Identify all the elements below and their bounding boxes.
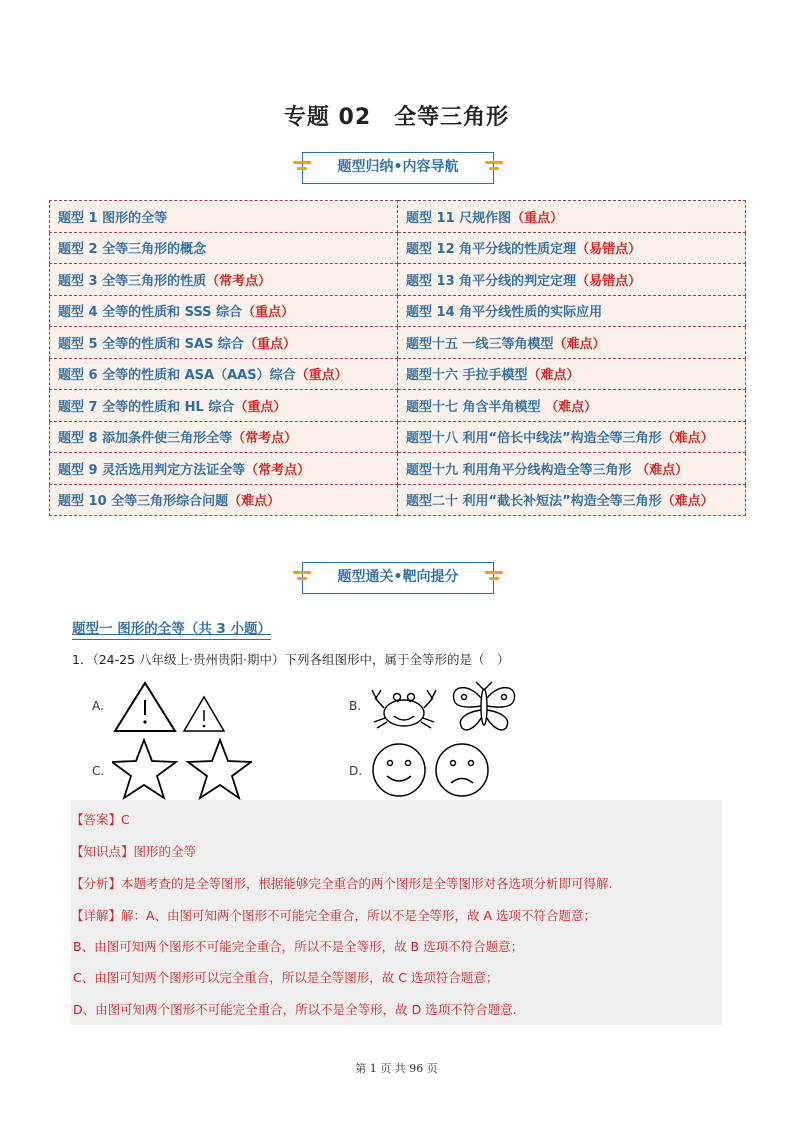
nav-topic-cell[interactable]	[398, 327, 746, 359]
nav-topic-label: 题型十八 利用“倍长中线法”构造全等三角形	[406, 431, 662, 447]
nav-banner-label: 题型归纳•内容导航	[337, 159, 459, 175]
nav-topic-cell[interactable]	[50, 358, 398, 390]
nav-topic-label: 题型 7 全等的性质和 HL 综合	[58, 399, 235, 415]
nav-topic-label: 题型 10 全等三角形综合问题	[58, 494, 229, 510]
nav-topic-cell[interactable]	[398, 232, 746, 264]
answer-line: 【答案】C	[71, 812, 130, 827]
nav-topic-tag: （难点）	[636, 462, 689, 478]
nav-topic-tag: （易错点）	[576, 242, 642, 258]
nav-topic-cell[interactable]	[398, 484, 746, 516]
page-title: 专题 02 全等三角形	[283, 105, 510, 130]
nav-topic-tag: （重点）	[511, 210, 564, 226]
nav-topic-tag: （易错点）	[576, 273, 642, 289]
option-d-figure	[370, 742, 494, 800]
nav-topic-tag: （难点）	[527, 368, 580, 384]
nav-topic-label: 题型 13 角平分线的判定定理	[406, 273, 577, 289]
nav-topic-tag: （重点）	[243, 336, 296, 352]
nav-topic-label: 题型 4 全等的性质和 SSS 综合	[58, 305, 243, 321]
detail-line-d: D、由图可知两个图形不可能完全重合，所以不是全等形，故 D 选项不符合题意.	[73, 1002, 517, 1017]
nav-topic-cell[interactable]	[50, 390, 398, 422]
option-a-label: A.	[92, 699, 104, 713]
nav-topic-tag: （难点）	[545, 399, 598, 415]
nav-topic-cell[interactable]	[50, 453, 398, 485]
nav-topic-tag: （重点）	[242, 305, 295, 321]
nav-topic-label: 题型 11 尺规作图	[406, 210, 512, 226]
star-shape-2	[188, 740, 251, 798]
nav-row	[50, 232, 746, 264]
option-a-figure	[112, 680, 227, 734]
option-c-label: C.	[92, 764, 105, 778]
option-b-figure	[368, 680, 520, 734]
crab-drawing	[372, 690, 436, 728]
nav-topic-cell[interactable]	[50, 327, 398, 359]
nav-topic-label: 题型二十 利用“截长补短法”构造全等三角形	[406, 494, 662, 510]
page-footer: 第 1 页 共 96 页	[355, 1062, 438, 1075]
nav-row	[50, 453, 746, 485]
nav-topic-cell[interactable]	[50, 232, 398, 264]
nav-topic-label: 题型 14 角平分线性质的实际应用	[406, 305, 603, 321]
nav-row	[50, 421, 746, 453]
nav-topic-cell[interactable]	[398, 201, 746, 233]
nav-topic-cell[interactable]	[398, 421, 746, 453]
nav-topic-cell[interactable]	[398, 358, 746, 390]
nav-topic-label: 题型 12 角平分线的性质定理	[406, 242, 577, 258]
question-1: 1．（24-25 八年级上·贵州贵阳·期中）下列各组图形中，属于全等形的是（ ）	[72, 652, 510, 667]
nav-topic-label: 题型 9 灵活选用判定方法证全等	[58, 462, 246, 478]
detail-line-a: 【详解】解：A、由图可知两个图形不可能完全重合，所以不是全等形，故 A 选项不符合题意；	[71, 908, 597, 923]
nav-topic-label: 题型十七 角含半角模型	[406, 399, 546, 415]
nav-topic-label: 题型 6 全等的性质和 ASA（AAS）综合	[58, 368, 296, 384]
nav-topic-tag: （常考点）	[206, 273, 272, 289]
option-c-figure	[112, 738, 252, 800]
nav-topic-label: 题型十六 手拉手模型	[406, 368, 528, 384]
nav-topic-label: 题型 2 全等三角形的概念	[58, 242, 207, 258]
nav-topic-tag: （难点）	[661, 431, 714, 447]
nav-topic-label: 题型十九 利用角平分线构造全等三角形	[406, 462, 637, 478]
practice-banner-label: 题型通关•靶向提分	[337, 569, 459, 585]
nav-row	[50, 264, 746, 296]
small-exclamation-dot	[203, 725, 206, 728]
detail-line-c: C、由图可知两个图形可以完全重合，所以是全等图形，故 C 选项符合题意；	[73, 970, 499, 985]
knowledge-point-line: 【知识点】图形的全等	[71, 844, 197, 859]
banner-left-decoration	[293, 571, 311, 585]
warning-exclamation-dot	[143, 720, 146, 723]
nav-topic-tag: （难点）	[553, 336, 606, 352]
nav-topic-cell[interactable]	[398, 295, 746, 327]
detail-line-b: B、由图可知两个图形不可能完全重合，所以不是全等形，故 B 选项不符合题意；	[73, 939, 524, 954]
nav-topic-cell[interactable]	[50, 201, 398, 233]
nav-topic-label: 题型 1 图形的全等	[58, 210, 168, 226]
nav-topic-cell[interactable]	[50, 421, 398, 453]
star-shape-1	[112, 740, 176, 798]
option-d-label: D.	[349, 764, 363, 778]
nav-topic-cell[interactable]	[398, 453, 746, 485]
banner-left-decoration	[293, 161, 311, 175]
nav-topic-label: 题型 8 添加条件使三角形全等	[58, 431, 233, 447]
nav-row	[50, 327, 746, 359]
answer-box	[71, 800, 722, 1025]
nav-topic-tag: （常考点）	[232, 431, 298, 447]
nav-topic-tag: （重点）	[234, 399, 287, 415]
nav-topic-cell[interactable]	[50, 484, 398, 516]
smiling-face	[373, 744, 425, 796]
analysis-line: 【分析】本题考查的是全等图形，根据能够完全重合的两个图形是全等图形对各选项分析即可得解.	[71, 876, 613, 891]
nav-row	[50, 201, 746, 233]
nav-banner	[302, 152, 494, 184]
section-heading[interactable]: 题型一 图形的全等（共 3 小题）	[72, 617, 271, 640]
nav-topic-cell[interactable]	[50, 264, 398, 296]
topic-navigation-table	[49, 200, 746, 516]
nav-topic-cell[interactable]	[398, 264, 746, 296]
nav-topic-tag: （重点）	[295, 368, 348, 384]
nav-topic-tag: （难点）	[228, 494, 281, 510]
nav-row	[50, 390, 746, 422]
practice-banner	[302, 562, 494, 594]
sad-face	[436, 744, 488, 796]
banner-right-decoration	[485, 571, 503, 585]
nav-topic-label: 题型十五 一线三等角模型	[406, 336, 554, 352]
banner-right-decoration	[485, 161, 503, 175]
nav-row	[50, 358, 746, 390]
nav-topic-cell[interactable]	[50, 295, 398, 327]
nav-topic-label: 题型 3 全等三角形的性质	[58, 273, 207, 289]
nav-topic-label: 题型 5 全等的性质和 SAS 综合	[58, 336, 244, 352]
nav-row	[50, 484, 746, 516]
option-b-label: B.	[349, 699, 362, 713]
nav-row	[50, 295, 746, 327]
nav-topic-tag: （常考点）	[245, 462, 311, 478]
butterfly-drawing	[453, 682, 514, 730]
nav-topic-cell[interactable]	[398, 390, 746, 422]
nav-topic-tag: （难点）	[661, 494, 714, 510]
